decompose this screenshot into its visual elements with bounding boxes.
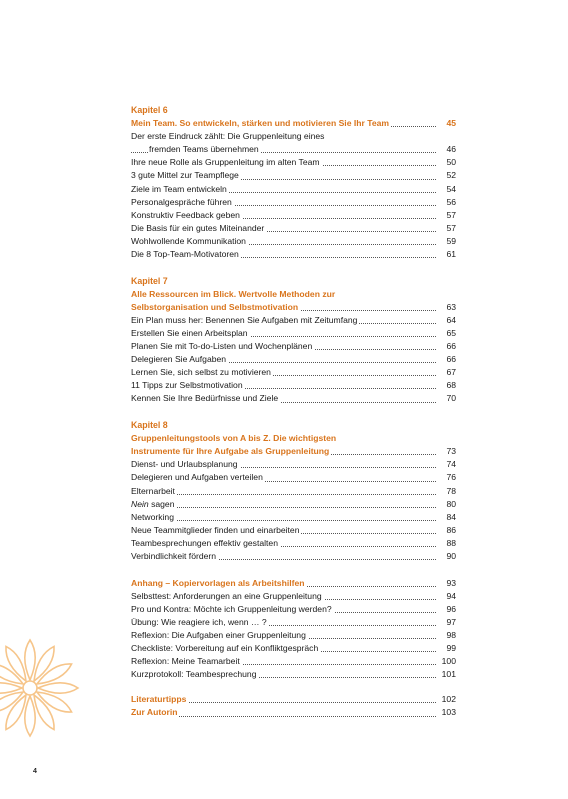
toc-entry[interactable]: Networking 84 (131, 511, 456, 524)
toc-entry-line1[interactable]: Der erste Eindruck zählt: Die Gruppenleitung eines (131, 131, 325, 142)
toc-entry[interactable]: Pro und Kontra: Möchte ich Gruppenleitung werden? 96 (131, 603, 456, 616)
toc-entry[interactable]: Selbsttest: Anforderungen an eine Gruppenleitung 94 (131, 590, 456, 603)
toc-entry[interactable]: Ziele im Team entwickeln 54 (131, 183, 456, 196)
chapter-title[interactable]: Mein Team. So entwickeln, stärken und motivieren Sie Ihr Team 45 (131, 117, 456, 130)
chapter-title-line1[interactable]: Gruppenleitungstools von A bis Z. Die wichtigsten (131, 433, 337, 444)
toc-entry[interactable]: Nein sagen 80 (131, 498, 456, 511)
italic-word: Nein (131, 498, 149, 509)
toc-entry[interactable]: Verbindlichkeit fördern 90 (131, 550, 456, 563)
chapter-title[interactable]: Selbstorganisation und Selbstmotivation 63 (131, 301, 456, 314)
toc-entry[interactable]: Übung: Wie reagiere ich, wenn … ? 97 (131, 616, 456, 629)
toc-entry[interactable]: Wohlwollende Kommunikation 59 (131, 235, 456, 248)
toc-entry[interactable]: Neue Teammitglieder finden und einarbeiten 86 (131, 524, 456, 537)
chapter-label: Kapitel 6 (131, 105, 168, 115)
toc-entry[interactable]: fremden Teams übernehmen 46 (131, 143, 456, 156)
chapter-label: Kapitel 7 (131, 275, 168, 286)
flower-icon (0, 630, 80, 740)
toc-entry[interactable]: Erstellen Sie einen Arbeitsplan 65 (131, 327, 456, 340)
toc-entry[interactable]: Reflexion: Meine Teamarbeit 100 (131, 655, 456, 668)
toc-entry[interactable]: Lernen Sie, sich selbst zu motivieren 67 (131, 366, 456, 379)
toc-entry[interactable]: Delegieren Sie Aufgaben 66 (131, 353, 456, 366)
chapter-title-line1[interactable]: Alle Ressourcen im Blick. Wertvolle Methoden zur (131, 288, 336, 299)
toc-entry[interactable]: Ein Plan muss her: Benennen Sie Aufgaben mit Zeitumfang 64 (131, 314, 456, 327)
toc-entry[interactable]: Kennen Sie Ihre Bedürfnisse und Ziele 70 (131, 392, 456, 405)
page-number: 4 (33, 768, 37, 775)
toc-entry[interactable]: Delegieren und Aufgaben verteilen 76 (131, 471, 456, 484)
toc-entry[interactable]: Kurzprotokoll: Teambesprechung 101 (131, 668, 456, 681)
toc-entry[interactable]: Checkliste: Vorbereitung auf ein Konfliktgespräch 99 (131, 642, 456, 655)
appendix-title[interactable]: Anhang – Kopiervorlagen als Arbeitshilfen 93 (131, 577, 456, 590)
toc-entry[interactable]: Personalgespräche führen 56 (131, 196, 456, 209)
toc-entry[interactable]: Konstruktiv Feedback geben 57 (131, 209, 456, 222)
toc-entry[interactable]: 3 gute Mittel zur Teampflege 52 (131, 169, 456, 182)
toc-entry[interactable]: Dienst- und Urlaubsplanung 74 (131, 458, 456, 471)
table-of-contents (131, 104, 456, 720)
toc-entry[interactable]: Elternarbeit 78 (131, 485, 456, 498)
toc-entry[interactable]: Die Basis für ein gutes Miteinander 57 (131, 222, 456, 235)
author-entry[interactable]: Zur Autorin 103 (131, 706, 456, 719)
chapter-title[interactable]: Instrumente für Ihre Aufgabe als Gruppenleitung 73 (131, 445, 456, 458)
toc-entry[interactable]: Teambesprechungen effektiv gestalten 88 (131, 537, 456, 550)
chapter-label: Kapitel 8 (131, 420, 168, 431)
toc-entry[interactable]: Ihre neue Rolle als Gruppenleitung im alten Team 50 (131, 156, 456, 169)
toc-entry[interactable]: Reflexion: Die Aufgaben einer Gruppenleitung 98 (131, 629, 456, 642)
toc-entry[interactable]: Planen Sie mit To-do-Listen und Wochenplänen 66 (131, 340, 456, 353)
literature-entry[interactable]: Literaturtipps 102 (131, 693, 456, 706)
toc-entry[interactable]: 11 Tipps zur Selbstmotivation 68 (131, 379, 456, 392)
toc-entry[interactable]: Die 8 Top-Team-Motivatoren 61 (131, 248, 456, 261)
